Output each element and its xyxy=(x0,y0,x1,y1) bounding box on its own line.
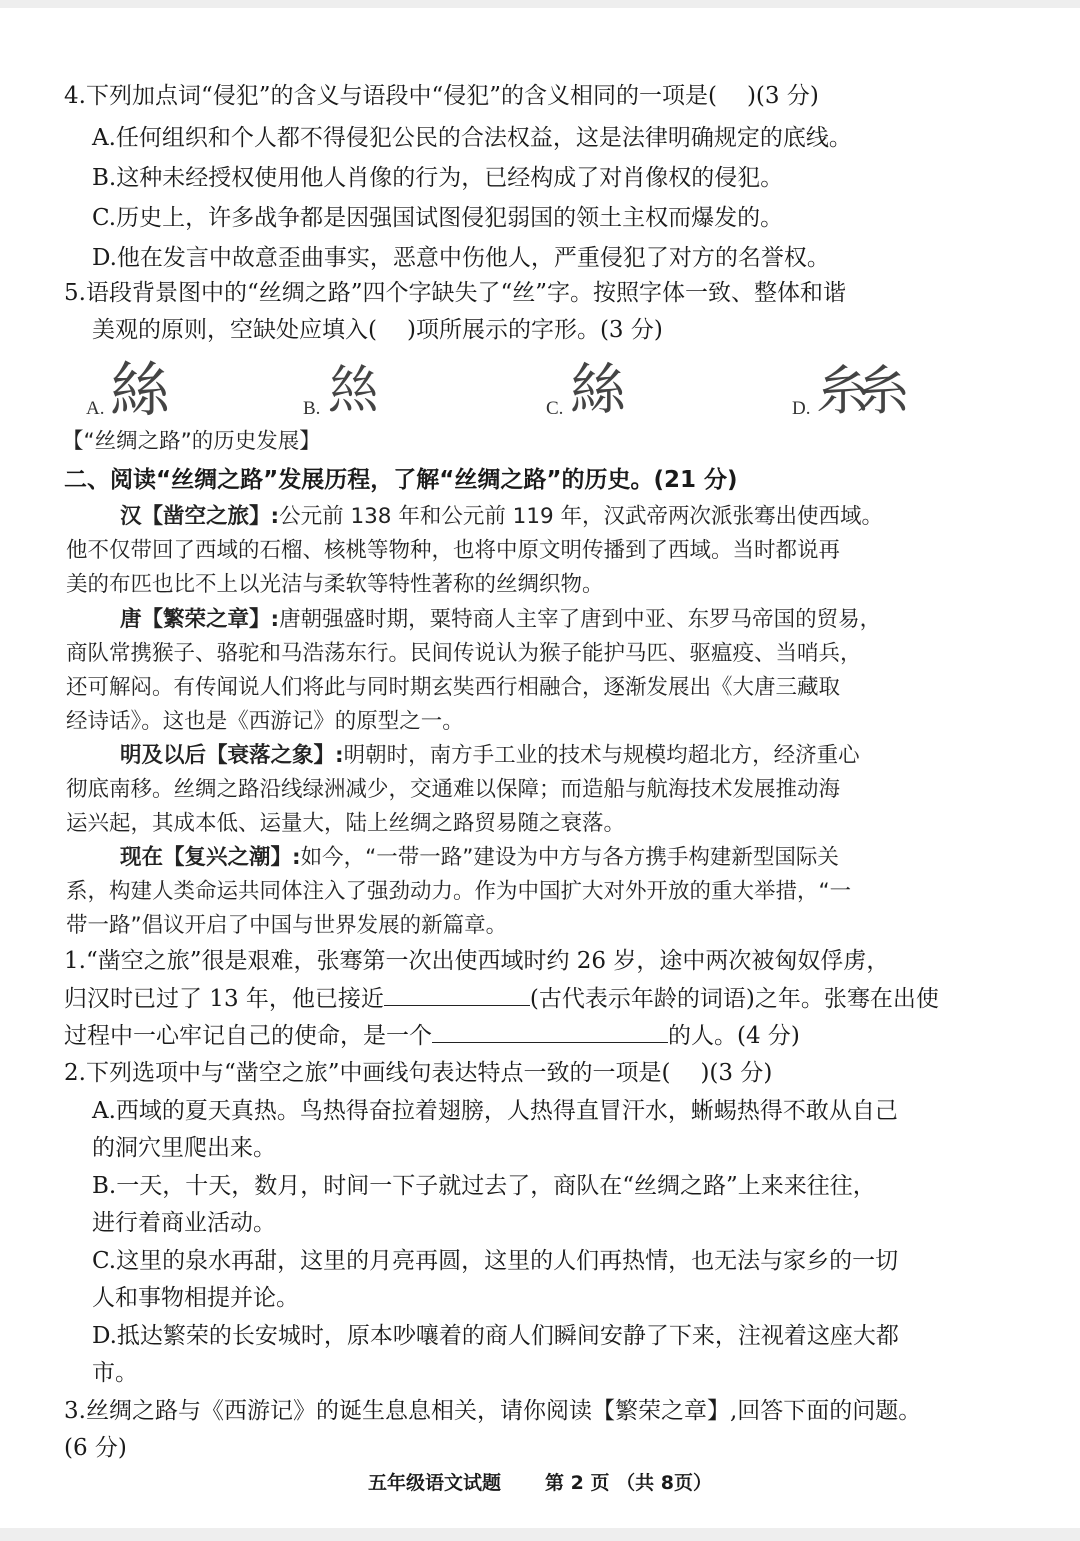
passage-p2-line4: 经诗话》。这也是《西游记》的原型之一。 xyxy=(66,709,464,734)
glyph-option-d: D. 糸糸 xyxy=(792,350,932,426)
passage-p2-line2: 商队常携猴子、骆驼和马浩荡东行。民间传说认为猴子能护马匹、驱瘟疫、当哨兵， xyxy=(66,641,862,666)
fill-in-blank-age[interactable] xyxy=(384,983,530,1006)
passage-p2-lead: 唐【繁荣之章】: xyxy=(120,607,280,632)
q4-option-c: C.历史上，许多战争都是因强国试图侵犯弱国的领土主权而爆发的。 xyxy=(92,205,784,231)
passage-p4-line3: 带一路”倡议开启了中国与世界发展的新篇章。 xyxy=(66,913,508,938)
seal-character-c: 絲 xyxy=(570,358,626,423)
q5-stem-line1: 5.语段背景图中的“丝绸之路”四个字缺失了“丝”字。按照字体一致、整体和谐 xyxy=(64,280,846,306)
page-footer xyxy=(0,1468,1080,1495)
s2-q1-line2: 归汉时已过了 13 年，他已接近 (古代表示年龄的词语)之年。张骞在出使 xyxy=(64,983,939,1014)
passage-p3-line1: 明及以后【衰落之象】:明朝时，南方手工业的技术与规模均超北方，经济重心 xyxy=(120,743,860,768)
s2-q2-option-d-line1: D.抵达繁荣的长安城时，原本吵嚷着的商人们瞬间安静了下来，注视着这座大都 xyxy=(92,1323,899,1349)
s2-q2-option-a-line2: 的洞穴里爬出来。 xyxy=(92,1135,276,1161)
q4-option-b: B.这种未经授权使用他人肖像的行为，已经构成了对肖像权的侵犯。 xyxy=(92,165,784,191)
passage-p3-line3: 运兴起，其成本低、运量大，陆上丝绸之路贸易随之衰落。 xyxy=(66,811,626,836)
s2-q2-option-a-line1: A.西域的夏天真热。鸟热得奋拉着翅膀，人热得直冒汗水，蜥蜴热得不敢从自己 xyxy=(92,1098,898,1124)
s2-q2-option-c-line1: C.这里的泉水再甜，这里的月亮再圆，这里的人们再热情，也无法与家乡的一切 xyxy=(92,1248,899,1274)
s2-q2-option-c-line2: 人和事物相提并论。 xyxy=(92,1285,299,1311)
s2-q1-line1: 1.“凿空之旅”很是艰难，张骞第一次出使西域时约 26 岁，途中两次被匈奴俘虏， xyxy=(64,948,890,974)
passage-p1-line2: 他不仅带回了西域的石榴、核桃等物种，也将中原文明传播到了西域。当时都说再 xyxy=(66,538,841,563)
s2-q3-line2: (6 分) xyxy=(64,1435,127,1461)
section-2-heading: 二、阅读“丝绸之路”发展历程，了解“丝绸之路”的历史。(21 分) xyxy=(64,467,738,493)
passage-p1-line3: 美的布匹也比不上以光洁与柔软等特性著称的丝绸织物。 xyxy=(66,572,604,597)
s2-q2-option-b-line1: B.一天，十天，数月，时间一下子就过去了，商队在“丝绸之路”上来来往往， xyxy=(92,1173,876,1199)
q4-option-d: D.他在发言中故意歪曲事实，恶意中伤他人，严重侵犯了对方的名誉权。 xyxy=(92,245,830,271)
passage-p4-lead: 现在【复兴之潮】: xyxy=(120,845,301,870)
fill-in-blank-person[interactable] xyxy=(432,1020,668,1043)
s2-q1-line3: 过程中一心牢记自己的使命，是一个 的人。(4 分) xyxy=(64,1020,800,1051)
exam-page xyxy=(0,8,1080,1528)
s2-q2-option-b-line2: 进行着商业活动。 xyxy=(92,1210,276,1236)
footer-subject: 五年级语文试题 xyxy=(368,1472,502,1494)
q4-stem: 4.下列加点词“侵犯”的含义与语段中“侵犯”的含义相同的一项是( )(3 分) xyxy=(64,83,819,109)
q5-stem-line2: 美观的原则，空缺处应填入( )项所展示的字形。(3 分) xyxy=(92,317,663,343)
seal-character-b: 𢇁 xyxy=(327,361,380,421)
passage-p4-line1: 现在【复兴之潮】:如今，“一带一路”建设为中方与各方携手构建新型国际关 xyxy=(120,845,839,870)
topic-title: 【“丝绸之路”的历史发展】 xyxy=(62,429,321,454)
footer-page-number: 第 2 页 （共 8页） xyxy=(545,1472,712,1494)
s2-q3-line1: 3.丝绸之路与《西游记》的诞生息息相关，请你阅读【繁荣之章】,回答下面的问题。 xyxy=(64,1398,922,1424)
seal-character-a: 絲 xyxy=(110,356,170,426)
glyph-option-b: B. 𢇁 xyxy=(303,350,423,426)
passage-p4-line2: 系，构建人类命运共同体注入了强劲动力。作为中国扩大对外开放的重大举措，“一 xyxy=(66,879,852,904)
q4-option-a: A.任何组织和个人都不得侵犯公民的合法权益，这是法律明确规定的底线。 xyxy=(92,125,852,151)
s2-q2-option-d-line2: 市。 xyxy=(92,1360,138,1386)
passage-p3-line2: 彻底南移。丝绸之路沿线绿洲减少，交通难以保障；而造船与航海技术发展推动海 xyxy=(66,777,841,802)
glyph-option-a: A. 絲 xyxy=(86,356,170,426)
glyph-option-c: C. 絲 xyxy=(546,350,666,426)
passage-p3-lead: 明及以后【衰落之象】: xyxy=(120,743,344,768)
passage-p1-line1: 汉【凿空之旅】:公元前 138 年和公元前 119 年，汉武帝两次派张骞出使西域。 xyxy=(120,504,884,529)
s2-q2-stem: 2.下列选项中与“凿空之旅”中画线句表达特点一致的一项是( )(3 分) xyxy=(64,1060,773,1086)
passage-p2-line3: 还可解闷。有传闻说人们将此与同时期玄奘西行相融合，逐渐发展出《大唐三藏取 xyxy=(66,675,841,700)
passage-p1-lead: 汉【凿空之旅】: xyxy=(120,504,280,529)
seal-character-d: 糸糸 xyxy=(816,359,896,422)
passage-p2-line1: 唐【繁荣之章】:唐朝强盛时期，粟特商人主宰了唐到中亚、东罗马帝国的贸易， xyxy=(120,607,882,632)
